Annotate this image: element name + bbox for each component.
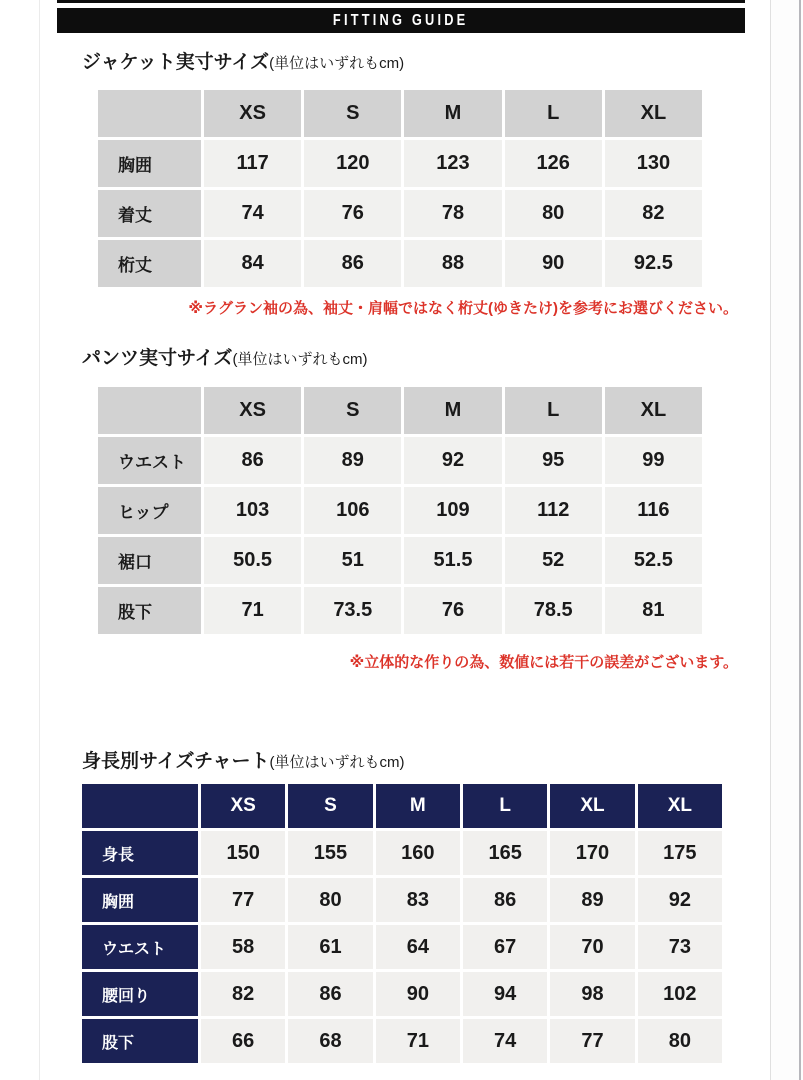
- size-value-cell: 89: [304, 437, 401, 484]
- size-column-header: M: [376, 784, 460, 828]
- size-value-cell: 71: [204, 587, 301, 634]
- size-value-cell: 84: [204, 240, 301, 287]
- table-corner-cell: [98, 90, 201, 137]
- size-value-cell: 81: [605, 587, 702, 634]
- size-column-header: M: [404, 387, 501, 434]
- pants-heading-unit: (単位はいずれもcm): [232, 351, 368, 368]
- fitting-guide-banner: [57, 8, 745, 33]
- measurement-row-label: 腰回り: [82, 972, 198, 1016]
- size-value-cell: 165: [463, 831, 547, 875]
- height-chart-heading-text: 身長別サイズチャート: [82, 751, 270, 772]
- size-value-cell: 126: [505, 140, 602, 187]
- size-value-cell: 77: [201, 878, 285, 922]
- size-column-header: XL: [638, 784, 722, 828]
- size-value-cell: 86: [304, 240, 401, 287]
- size-value-cell: 67: [463, 925, 547, 969]
- size-column-header: XL: [605, 90, 702, 137]
- size-value-cell: 130: [605, 140, 702, 187]
- size-column-header: L: [505, 387, 602, 434]
- size-value-cell: 89: [550, 878, 634, 922]
- size-value-cell: 82: [605, 190, 702, 237]
- size-value-cell: 61: [288, 925, 372, 969]
- size-value-cell: 86: [463, 878, 547, 922]
- size-value-cell: 68: [288, 1019, 372, 1063]
- size-value-cell: 51.5: [404, 537, 501, 584]
- size-value-cell: 170: [550, 831, 634, 875]
- height-size-chart-table: [82, 784, 722, 1063]
- jacket-section-heading: [82, 47, 404, 74]
- size-value-cell: 52.5: [605, 537, 702, 584]
- size-value-cell: 80: [505, 190, 602, 237]
- size-value-cell: 94: [463, 972, 547, 1016]
- measurement-row-label: 股下: [82, 1019, 198, 1063]
- size-value-cell: 74: [463, 1019, 547, 1063]
- size-value-cell: 73.5: [304, 587, 401, 634]
- size-value-cell: 175: [638, 831, 722, 875]
- size-value-cell: 82: [201, 972, 285, 1016]
- size-value-cell: 78.5: [505, 587, 602, 634]
- measurement-row-label: 桁丈: [98, 240, 201, 287]
- height-chart-heading-unit: (単位はいずれもcm): [269, 754, 405, 771]
- table-corner-cell: [82, 784, 198, 828]
- size-value-cell: 50.5: [204, 537, 301, 584]
- size-value-cell: 66: [201, 1019, 285, 1063]
- pants-section-heading: [82, 343, 367, 370]
- size-value-cell: 99: [605, 437, 702, 484]
- size-column-header: M: [404, 90, 501, 137]
- size-value-cell: 52: [505, 537, 602, 584]
- size-value-cell: 86: [204, 437, 301, 484]
- measurement-row-label: 胸囲: [82, 878, 198, 922]
- banner-title: FITTING GUIDE: [333, 11, 469, 29]
- size-column-header: XL: [605, 387, 702, 434]
- height-chart-section-heading: [82, 746, 405, 773]
- size-value-cell: 103: [204, 487, 301, 534]
- size-value-cell: 58: [201, 925, 285, 969]
- size-value-cell: 88: [404, 240, 501, 287]
- size-value-cell: 92: [638, 878, 722, 922]
- pants-size-table: [98, 387, 702, 634]
- size-value-cell: 77: [550, 1019, 634, 1063]
- size-value-cell: 116: [605, 487, 702, 534]
- size-column-header: XS: [204, 387, 301, 434]
- size-value-cell: 112: [505, 487, 602, 534]
- size-column-header: S: [304, 387, 401, 434]
- jacket-table-note: ※ラグラン袖の為、袖丈・肩幅ではなく桁丈(ゆきたけ)を参考にお選びください。: [188, 300, 738, 317]
- size-value-cell: 64: [376, 925, 460, 969]
- size-value-cell: 106: [304, 487, 401, 534]
- measurement-row-label: ウエスト: [98, 437, 201, 484]
- size-column-header: S: [304, 90, 401, 137]
- pants-heading-text: パンツ実寸サイズ: [82, 348, 233, 369]
- size-value-cell: 71: [376, 1019, 460, 1063]
- size-value-cell: 76: [404, 587, 501, 634]
- size-value-cell: 74: [204, 190, 301, 237]
- size-value-cell: 78: [404, 190, 501, 237]
- size-value-cell: 83: [376, 878, 460, 922]
- measurement-row-label: 裾口: [98, 537, 201, 584]
- jacket-heading-text: ジャケット実寸サイズ: [82, 52, 270, 73]
- size-value-cell: 90: [505, 240, 602, 287]
- size-column-header: L: [463, 784, 547, 828]
- measurement-row-label: ウエスト: [82, 925, 198, 969]
- size-column-header: S: [288, 784, 372, 828]
- measurement-row-label: 股下: [98, 587, 201, 634]
- left-page-divider: [39, 0, 40, 1080]
- size-value-cell: 92: [404, 437, 501, 484]
- size-column-header: XS: [204, 90, 301, 137]
- size-value-cell: 92.5: [605, 240, 702, 287]
- measurement-row-label: 身長: [82, 831, 198, 875]
- size-value-cell: 95: [505, 437, 602, 484]
- jacket-heading-unit: (単位はいずれもcm): [269, 55, 405, 72]
- pants-table-note: ※立体的な作りの為、数値には若干の誤差がございます。: [349, 654, 738, 671]
- size-column-header: XL: [550, 784, 634, 828]
- table-corner-cell: [98, 387, 201, 434]
- size-value-cell: 80: [288, 878, 372, 922]
- size-value-cell: 155: [288, 831, 372, 875]
- size-value-cell: 98: [550, 972, 634, 1016]
- size-value-cell: 150: [201, 831, 285, 875]
- measurement-row-label: 着丈: [98, 190, 201, 237]
- size-value-cell: 86: [288, 972, 372, 1016]
- size-value-cell: 117: [204, 140, 301, 187]
- size-value-cell: 73: [638, 925, 722, 969]
- size-value-cell: 120: [304, 140, 401, 187]
- size-value-cell: 51: [304, 537, 401, 584]
- jacket-size-table: [98, 90, 702, 287]
- size-value-cell: 90: [376, 972, 460, 1016]
- scrollbar[interactable]: [799, 0, 801, 1080]
- banner-top-rule: [57, 0, 745, 3]
- size-value-cell: 160: [376, 831, 460, 875]
- size-column-header: L: [505, 90, 602, 137]
- size-value-cell: 80: [638, 1019, 722, 1063]
- size-column-header: XS: [201, 784, 285, 828]
- size-value-cell: 76: [304, 190, 401, 237]
- size-value-cell: 102: [638, 972, 722, 1016]
- size-value-cell: 70: [550, 925, 634, 969]
- size-value-cell: 123: [404, 140, 501, 187]
- measurement-row-label: ヒップ: [98, 487, 201, 534]
- measurement-row-label: 胸囲: [98, 140, 201, 187]
- size-value-cell: 109: [404, 487, 501, 534]
